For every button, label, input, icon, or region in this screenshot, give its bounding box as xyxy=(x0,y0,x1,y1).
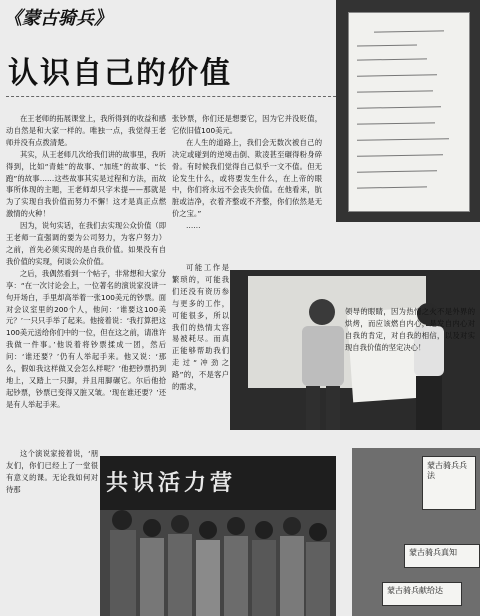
section-label: 《蒙古骑兵》 xyxy=(4,8,112,29)
handwritten-sheet xyxy=(348,12,470,212)
paragraph: 在王老师的拓展课堂上，我所得到的收益和感动自然是和大家一样的。唯独一点，我觉得王老师并没有点拨清楚。 xyxy=(6,114,166,147)
banner-text: 共识活力营 xyxy=(106,471,237,496)
title-divider xyxy=(6,96,336,97)
paragraph: 张钞票，你们还是想要它，因为它并没贬值，它依旧值100美元。 xyxy=(172,114,322,135)
paragraph: 在人生的道路上，我们会无数次被自己的决定或碰到的逆境击倒、欺凌甚至碾得粉身碎骨。有时候我们觉得自己似乎一文不值。但无论发生什么，或将要发生什么，在上帝的眼中，你们将永远不会丧失价值。在他看来，肮脏或洁净，衣着齐整或不齐整，你们依然是无价之宝。” xyxy=(172,137,322,219)
paragraph: 之后，我偶然看到一个帖子，非常想和大家分享：“在一次讨论会上，一位著名的演说家没讲一句开场白，手里却高举着一张100美元的钞票。面对会议室里的200个人，他问：‘谁要这100美元？’一只只手举了起来。他接着说：‘我打算把这100美元送给你们中的一位，但在这之前，请准许我做一件事。’他说着将钞票揉成一团，然后问：‘谁还要？’仍有人举起手来。他又说：‘那么，假如我这样做又会怎么样呢？’他把钞票扔到地上，又踏上一只脚，并且用脚碾它。尔后他拾起钞票，钞票已变得又脏又皱。‘现在谁还要？’还是有人举起手来。 xyxy=(6,268,166,409)
article-column-2-narrow xyxy=(172,262,229,393)
paragraph: 领导的眼睛，因为热情之火不是外界的烘烤，而应该燃自内心，是发自内心对自我的肯定，对自我的相信，以及对实现自我价值的坚定决心！ xyxy=(345,307,475,352)
paragraph: 可能工作是繁琐的，可能我们还没有资历参与更多的工作，可能很多，所以我们的热情太容易被耗尽。而真正能够帮助我们走过“冲劲之路”的，不是客户的需求， xyxy=(172,263,229,392)
sign-middle: 蒙古骑兵真知 xyxy=(404,544,480,568)
sign-bottom: 蒙古骑兵献给达 xyxy=(382,582,462,606)
group-photo xyxy=(100,456,336,616)
whiteboard-photo xyxy=(336,0,480,222)
board-photo xyxy=(352,448,480,616)
article-column-3 xyxy=(345,306,475,354)
paragraph: …… xyxy=(186,221,201,231)
article-column-1 xyxy=(6,113,166,411)
article-column-2 xyxy=(172,113,322,232)
paragraph: 这个演说家接着说，‘朋友们，你们已经上了一堂很有意义的课。无论我如何对待那 xyxy=(6,449,98,494)
article-title: 认识自己的价值 xyxy=(8,56,232,91)
paragraph: 因为，说句实话，在我们去实现公众价值（即王老师一直强调的要为公司努力，为客户努力）之前，首先必须实现的是自我价值。如果没有自我价值的实现，何谈公众价值。 xyxy=(6,221,166,266)
article-column-bottom xyxy=(6,448,98,496)
paragraph: 其实，从王老师几次给我们讲的故事里，我听得到，比如“青蛙”的故事、“加班”的故事、“长跑”的故事……这些故事其实是过程和方法，而故事所体现的主题，王老师却只字未提——那就是为了实现自我价值而努力不懈！这才是真正点燃激情的火种！ xyxy=(6,149,166,219)
sign-top: 蒙古骑兵兵法 xyxy=(422,456,476,510)
